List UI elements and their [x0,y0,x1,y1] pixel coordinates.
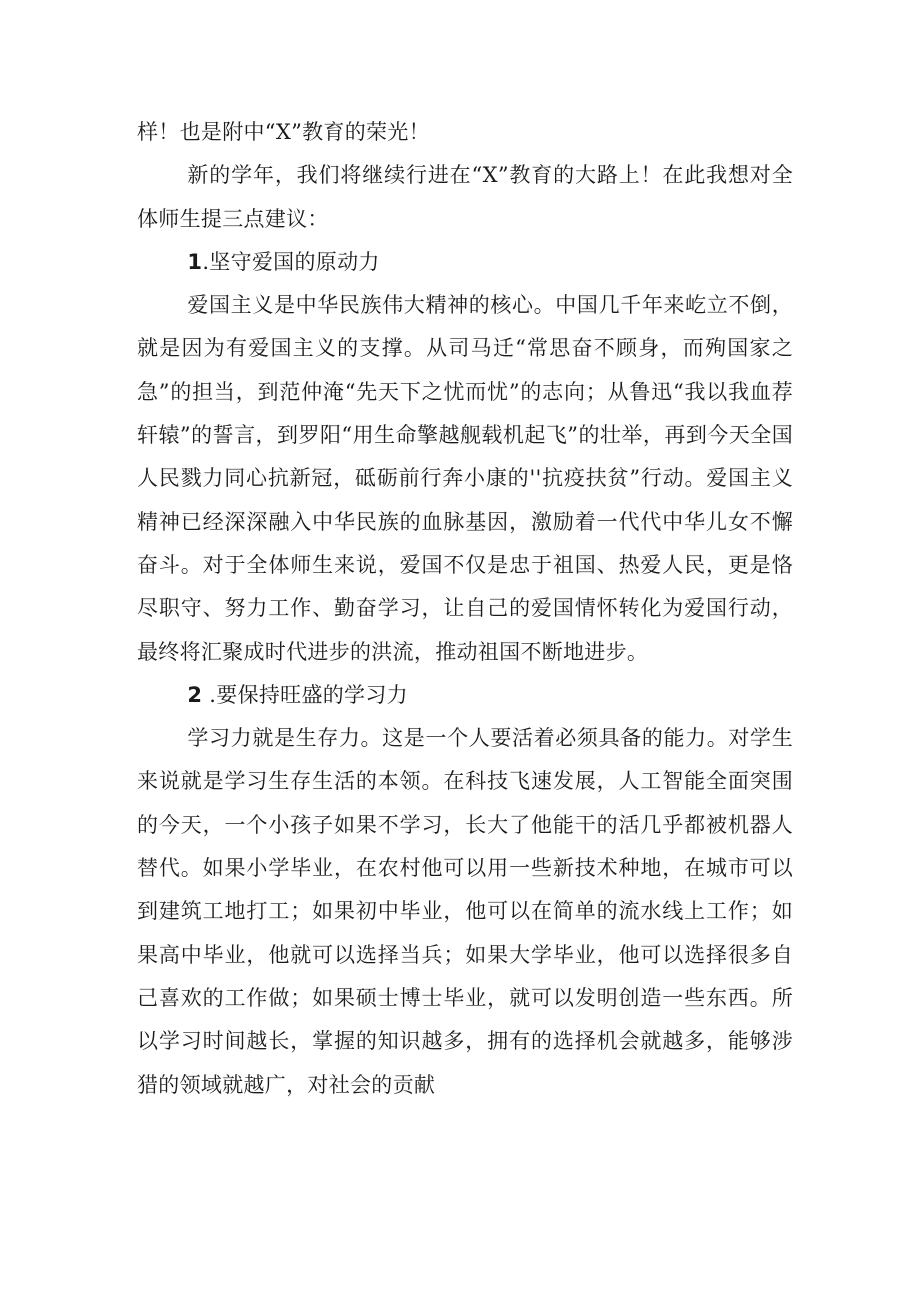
section-number: 2 [187,682,203,707]
paragraph-patriotism: 爱国主义是中华民族伟大精神的核心。中国几千年来屹立不倒，就是因为有爱国主义的支撑。从司马迁“常思奋不顾身，而殉国家之急”的担当，到范仲淹“先天下之忧而忧”的志向；从鲁迅“我以我血荐轩辕”的誓言，到罗阳“用生命擎越舰载机起飞”的壮举，再到今天全国人民戮力同心抗新冠，砥砺前行奔小康的''抗疫扶贫”行动。爱国主义精神已经深深融入中华民族的血脉基因，激励着一代代中华儿女不懈奋斗。对于全体师生来说，爱国不仅是忠于祖国、热爱人民，更是恪尽职守、努力工作、勤奋学习，让自己的爱国情怀转化为爱国行动，最终将汇聚成时代进步的洪流，推动祖国不断地进步。 [137,293,793,664]
section-title: .要保持旺盛的学习力 [202,682,408,707]
section-heading-2 [137,674,793,717]
paragraph-learning: 学习力就是生存力。这是一个人要活着必须具备的能力。对学生来说就是学习生存生活的本领。在科技飞速发展，人工智能全面突围的今天，一个小孩子如果不学习，长大了他能干的活几乎都被机器人替代。如果小学毕业，在农村他可以用一些新技术种地，在城市可以到建筑工地打工；如果初中毕业，他可以在简单的流水线上工作；如果高中毕业，他就可以选择当兵；如果大学毕业，他可以选择很多自己喜欢的工作做；如果硕士博士毕业，就可以发明创造一些东西。所以学习时间越长，掌握的知识越多，拥有的选择机会就越多，能够涉猎的领域就越广，对社会的贡献 [137,726,793,1097]
document-body [137,111,793,1107]
paragraph-continuation: 样！也是附中“X”教育的荣光！ [137,120,430,144]
paragraph-intro: 新的学年，我们将继续行进在“X”教育的大路上！在此我想对全体师生提三点建议： [137,163,793,231]
section-title: .坚守爱国的原动力 [202,249,380,274]
section-heading-1 [137,241,793,284]
section-number: 1 [187,249,203,274]
